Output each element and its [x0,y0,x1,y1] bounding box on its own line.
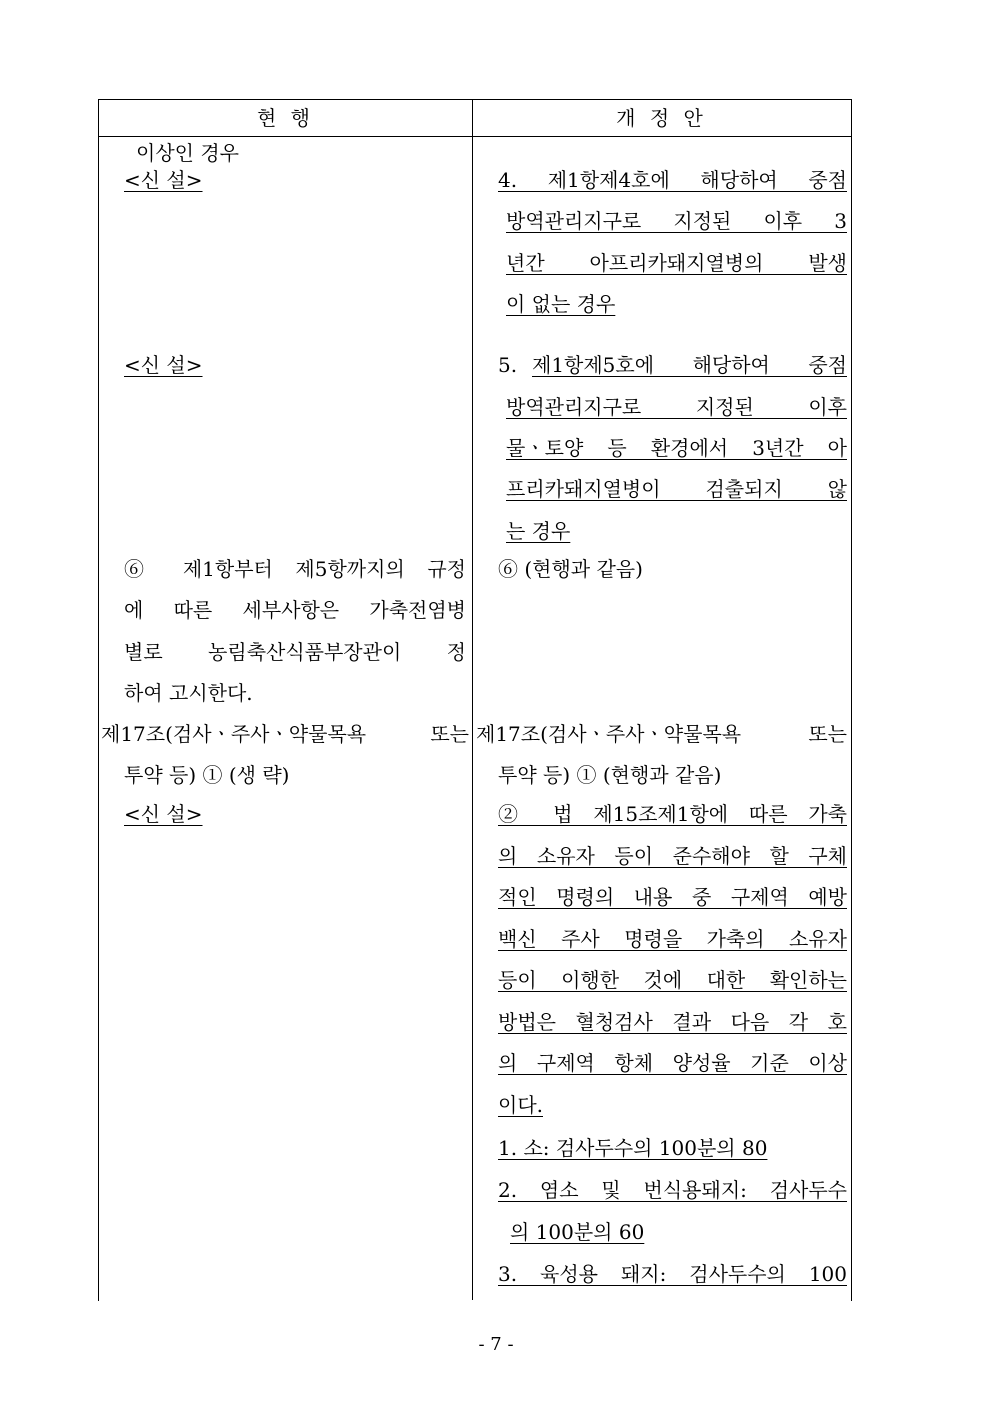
header-current: 현 행 [257,106,314,130]
right-line: 백신 주사 명령을 가축의 소유자 [498,927,847,951]
right-line: 년간 아프리카돼지열병의 발생 [506,251,847,275]
left-line: 제17조(검사ㆍ주사ㆍ약물목욕 또는 [101,722,469,746]
left-line: 하여 고시한다. [124,681,253,705]
right-line: 투약 등) ① (현행과 같음) [498,763,722,787]
left-line: <신 설> [124,353,203,377]
right-line: 의 구제역 항체 양성율 기준 이상 [498,1051,847,1075]
right-line: 방법은 혈청검사 결과 다음 각 호 [498,1010,847,1034]
right-line: 5. [498,353,518,377]
right-line: 는 경우 [506,519,571,543]
right-line: 의 100분의 60 [510,1220,645,1244]
page-number: - 7 - [478,1334,514,1355]
right-line: 방역관리지구로 지정된 이후 3 [506,209,847,233]
right-line: 3. 육성용 돼지: 검사두수의 100 [498,1262,847,1286]
right-line: ② 법 제15조제1항에 따른 가축 [498,802,847,826]
left-line: 이상인 경우 [136,141,239,165]
header-revised: 개 정 안 [616,106,707,130]
right-line: 2. 염소 및 번식용돼지: 검사두수 [498,1178,847,1202]
right-line: 적인 명령의 내용 중 구제역 예방 [498,885,847,909]
column-divider [472,99,473,1300]
right-line: 이다. [498,1093,543,1117]
header-divider [98,136,851,137]
right-line: 물ㆍ토양 등 환경에서 3년간 아 [506,436,847,460]
right-line: 4. 제1항제4호에 해당하여 중점 [498,168,847,192]
right-line: 1. 소: 검사두수의 100분의 80 [498,1136,768,1160]
right-line: 방역관리지구로 지정된 이후 [506,395,847,419]
left-line: <신 설> [124,168,203,192]
left-line: 별로 농림축산식품부장관이 정 [124,640,466,664]
right-line: 의 소유자 등이 준수해야 할 구체 [498,844,847,868]
left-line: 투약 등) ① (생 략) [124,763,290,787]
right-line: 제17조(검사ㆍ주사ㆍ약물목욕 또는 [476,722,847,746]
left-line: ⑥ 제1항부터 제5항까지의 규정 [124,557,466,581]
right-line: 제1항제5호에 해당하여 중점 [532,353,847,377]
right-line: 이 없는 경우 [506,292,616,316]
right-line: ⑥ (현행과 같음) [498,557,643,581]
left-line: <신 설> [124,802,203,826]
left-line: 에 따른 세부사항은 가축전염병 [124,598,466,622]
right-line: 등이 이행한 것에 대한 확인하는 [498,968,847,992]
right-line: 프리카돼지열병이 검출되지 않 [506,477,847,501]
